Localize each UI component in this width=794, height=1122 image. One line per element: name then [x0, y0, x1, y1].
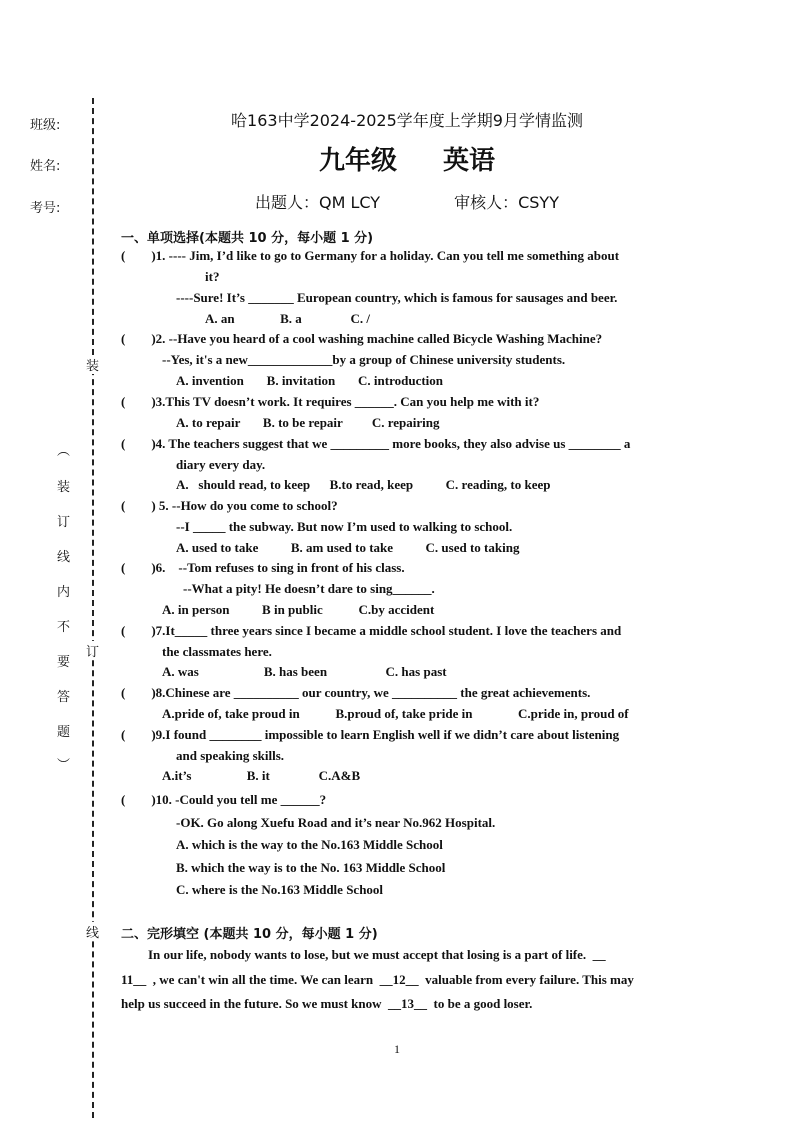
- question-1-reply: ----Sure! It’s _______ European country, which is famous for sausages and beer.: [176, 290, 618, 305]
- class-label: 班级:: [30, 118, 61, 133]
- grade-label: 九年级: [318, 146, 397, 176]
- vertical-note-char: 内: [57, 585, 71, 600]
- question-1-cont: it?: [205, 269, 220, 284]
- question-5-reply: --I _____ the subway. But now I’m used to walking to school.: [176, 519, 513, 534]
- question-6: ( )6. --Tom refuses to sing in front of his class.: [121, 560, 405, 575]
- question-10: ( )10. -Could you tell me ______?: [121, 792, 327, 807]
- author-line: [0, 190, 794, 213]
- section-1-title: 一、单项选择(本题共 10 分，每小题 1 分): [121, 231, 374, 246]
- binding-dashed-line: [92, 98, 94, 1118]
- question-4-options: A. should read, to keep B.to read, keep C. reading, to keep: [176, 477, 551, 492]
- question-7: ( )7.It_____ three years since I became a middle school student. I love the teachers and: [121, 623, 622, 638]
- cloze-paragraph-line: help us succeed in the future. So we must know __13__ to be a good loser.: [121, 996, 533, 1011]
- vertical-note-char: ︶: [57, 758, 71, 773]
- question-1-options: A. an B. a C. /: [205, 311, 371, 326]
- question-5-options: A. used to take B. am used to take C. used to taking: [176, 540, 520, 555]
- question-9-cont: and speaking skills.: [176, 748, 285, 763]
- binding-char-zhuang: 装: [86, 355, 99, 374]
- vertical-note-char: 不: [57, 620, 71, 635]
- question-10-option-a: A. which is the way to the No.163 Middle School: [176, 837, 443, 852]
- cloze-paragraph-line: In our life, nobody wants to lose, but we must accept that losing is a part of life. __: [148, 947, 606, 962]
- question-8-options: A.pride of, take proud in B.proud of, take pride in C.pride in, proud of: [162, 706, 629, 721]
- question-9-options: A.it’s B. it C.A&B: [162, 768, 361, 783]
- question-2-options: A. invention B. invitation C. introduction: [176, 373, 444, 388]
- question-8: ( )8.Chinese are __________ our country, we __________ the great achievements.: [121, 685, 591, 700]
- question-3-options: A. to repair B. to be repair C. repairing: [176, 415, 440, 430]
- section-2-title: 二、完形填空 (本题共 10 分，每小题 1 分): [121, 927, 378, 942]
- question-1: ( )1. ---- Jim, I’d like to go to Germany for a holiday. Can you tell me something about: [121, 248, 620, 263]
- question-10-reply: -OK. Go along Xuefu Road and it’s near No.962 Hospital.: [176, 815, 496, 830]
- question-6-reply: --What a pity! He doesn’t dare to sing______.: [183, 581, 435, 596]
- question-7-options: A. was B. has been C. has past: [162, 664, 447, 679]
- vertical-note-char: 答: [57, 690, 71, 705]
- vertical-note-char: ︵: [57, 444, 71, 459]
- vertical-note-char: 装: [57, 480, 71, 495]
- name-label: 姓名:: [30, 159, 61, 174]
- subject-label: 英语: [443, 146, 496, 176]
- vertical-note-char: 订: [57, 515, 71, 530]
- exam-title: 哈163中学2024-2025学年度上学期9月学情监测: [231, 111, 583, 130]
- question-4: ( )4. The teachers suggest that we _________ more books, they also advise us ________ a: [121, 436, 631, 451]
- question-6-options: A. in person B in public C.by accident: [162, 602, 435, 617]
- page-number: 1: [394, 1042, 400, 1056]
- question-5: ( ) 5. --How do you come to school?: [121, 498, 338, 513]
- reviewer-label: 审核人：CSYY: [454, 193, 559, 212]
- question-2: ( )2. --Have you heard of a cool washing machine called Bicycle Washing Machine?: [121, 331, 603, 346]
- question-10-option-c: C. where is the No.163 Middle School: [176, 882, 384, 897]
- exam-number-label: 考号:: [30, 201, 61, 216]
- question-2-reply: --Yes, it's a new_____________by a group of Chinese university students.: [162, 352, 566, 367]
- cloze-paragraph-line: 11__ , we can't win all the time. We can learn __12__ valuable from every failure. This may: [121, 972, 634, 987]
- question-3: ( )3.This TV doesn’t work. It requires ______. Can you help me with it?: [121, 394, 540, 409]
- grade-subject-line: [0, 140, 794, 177]
- question-4-cont: diary every day.: [176, 457, 266, 472]
- question-7-cont: the classmates here.: [162, 644, 272, 659]
- author-label: 出题人：QM LCY: [255, 193, 381, 212]
- vertical-note-char: 题: [57, 725, 71, 740]
- question-10-option-b: B. which the way is to the No. 163 Middle School: [176, 860, 446, 875]
- vertical-note-char: 要: [57, 655, 71, 670]
- question-9: ( )9.I found ________ impossible to learn English well if we didn’t care about listening: [121, 727, 620, 742]
- binding-char-xian: 线: [86, 922, 99, 941]
- vertical-note-char: 线: [57, 550, 71, 565]
- binding-char-ding: 订: [86, 641, 99, 660]
